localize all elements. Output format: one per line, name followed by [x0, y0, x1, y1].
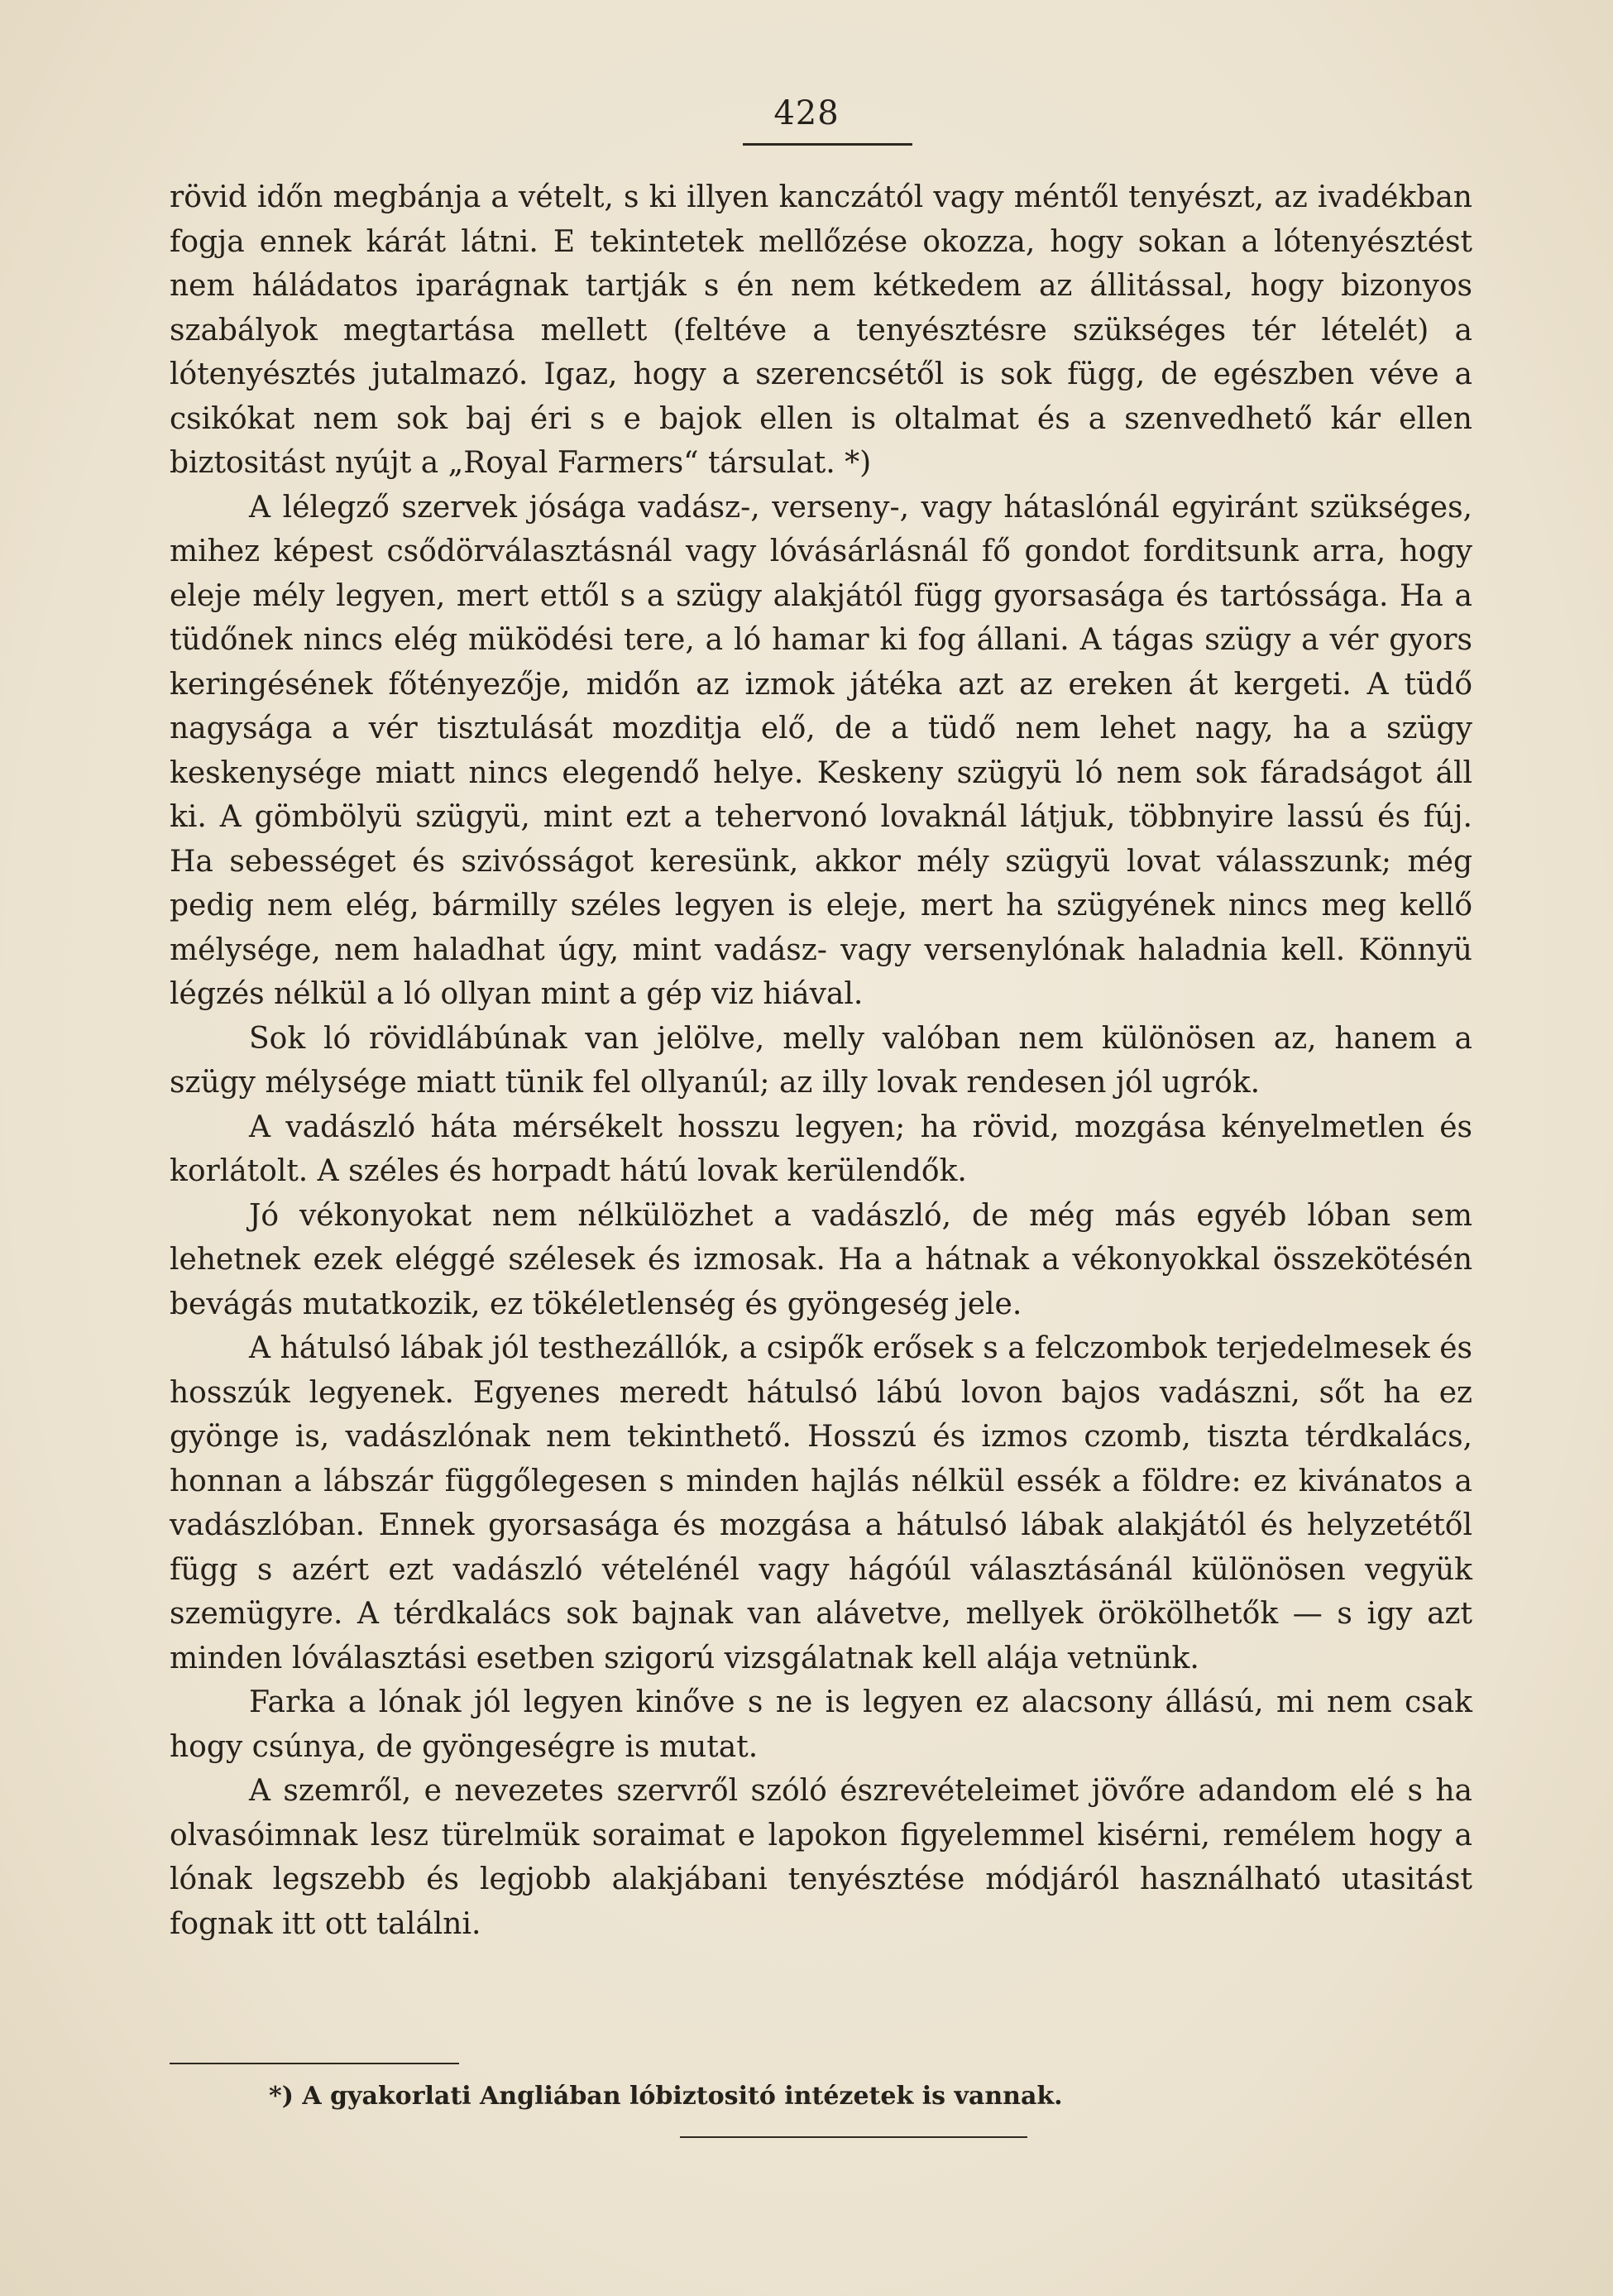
footnote: *) A gyakorlati Angliában lóbiztositó intézetek is vannak.: [269, 2082, 1063, 2111]
paragraph-tail: Farka a lónak jól legyen kinőve s ne is legyen ez alacsony állású, mi nem csak hogy csúnya, de gyöngeségre is mutat.: [170, 1685, 1472, 1764]
page-number: 428: [773, 94, 840, 132]
paragraph-loins: Jó vékonyokat nem nélkülözhet a vadászló, de még más egyéb lóban sem lehetnek ezek eléggé szélesek és izmosak. Ha a hátnak a vékonyokkal összekötésén bevágás mutatkozik, ez tökéletlenség és gyöngeség jele.: [170, 1198, 1472, 1321]
end-rule: [680, 2136, 1027, 2138]
paragraph-back: A vadászló háta mérsékelt hosszu legyen; ha rövid, mozgása kényelmetlen és korlátolt. A széles és horpadt hátú lovak kerülendők.: [170, 1110, 1472, 1188]
paragraph-hind-legs: A hátulsó lábak jól testhezállók, a csipők erősek s a felczombok terjedelmesek és hosszúk legyenek. Egyenes meredt hátulsó lábú lovon bajos vadászni, sőt ha ez gyönge is, vadászlónak nem tekinthető. Hosszú és izmos czomb, tiszta térdkalács, honnan a lábszár függőlegesen s minden hajlás nélkül essék a földre: ez kivánatos a vadászlóban. Ennek gyorsasága és mozgása a hátulsó lábak alakjától és helyzetétől függ s azért ezt vadászló vételénél vagy hágóúl választásánál különösen vegyük szemügyre. A térdkalács sok bajnak van alávetve, mellyek örökölhetők — s igy azt minden lóválasztási esetben szigorú vizsgálatnak kell alája vetnünk.: [170, 1331, 1472, 1675]
footnote-rule: [170, 2063, 459, 2064]
paragraph-eyes: A szemről, e nevezetes szervről szóló észrevételeimet jövőre adandom elé s ha olvasóimnak lesz türelmük soraimat e lapokon figyelemmel kisérni, remélem hogy a lónak legszebb és legjobb alakjábani tenyésztése módjáról használható utasitást fognak itt ott találni.: [170, 1774, 1472, 1941]
paragraph-respiratory-organs: A lélegző szervek jósága vadász-, verseny-, vagy hátaslónál egyiránt szükséges, mihez képest csődörválasztásnál vagy lóvásárlásnál fő gondot forditsunk arra, hogy eleje mély legyen, mert ettől s a szügy alakjától függ gyorsasága és tartóssága. Ha a tüdőnek nincs elég müködési tere, a ló hamar ki fog állani. A tágas szügy a vér gyors keringésének főtényezője, midőn az izmok játéka azt az ereken át kergeti. A tüdő nagysága a vér tisztulását mozditja elő, de a tüdő nem lehet nagy, ha a szügy keskenysége miatt nincs elegendő helye. Keskeny szügyü ló nem sok fáradságot áll ki. A gömbölyü szügyü, mint ezt a tehervonó lovaknál látjuk, többnyire lassú és fúj. Ha sebességet és szivósságot keresünk, akkor mély szügyü lovat válasszunk; még pedig nem elég, bármilly széles legyen is eleje, mert ha szügyének nincs meg kellő mélysége, nem haladhat úgy, mint vadász- vagy versenylónak haladnia kell. Könnyü légzés nélkül a ló ollyan mint a gép viz hiával.: [170, 490, 1472, 1011]
header-rule: [743, 143, 912, 146]
paragraph-continuation: rövid időn megbánja a vételt, s ki illyen kanczától vagy méntől tenyészt, az ivadékban fogja ennek kárát látni. E tekintetek mellőzése okozza, hogy sokan a lótenyésztést nem háládatos iparágnak tartják s én nem kétkedem az állitással, hogy bizonyos szabályok megtartása mellett (feltéve a tenyésztésre szükséges tér lételét) a lótenyésztés jutalmazó. Igaz, hogy a szerencsétől is sok függ, de egészben véve a csikókat nem sok baj éri s e bajok ellen is oltalmat és a szenvedhető kár ellen biztositást nyújt a „Royal Farmers“ társulat. *): [170, 180, 1472, 480]
paragraph-short-legged: Sok ló rövidlábúnak van jelölve, melly valóban nem különösen az, hanem a szügy mélysége miatt tünik fel ollyanúl; az illy lovak rendesen jól ugrók.: [170, 1021, 1472, 1100]
body-text: [170, 175, 1472, 1946]
